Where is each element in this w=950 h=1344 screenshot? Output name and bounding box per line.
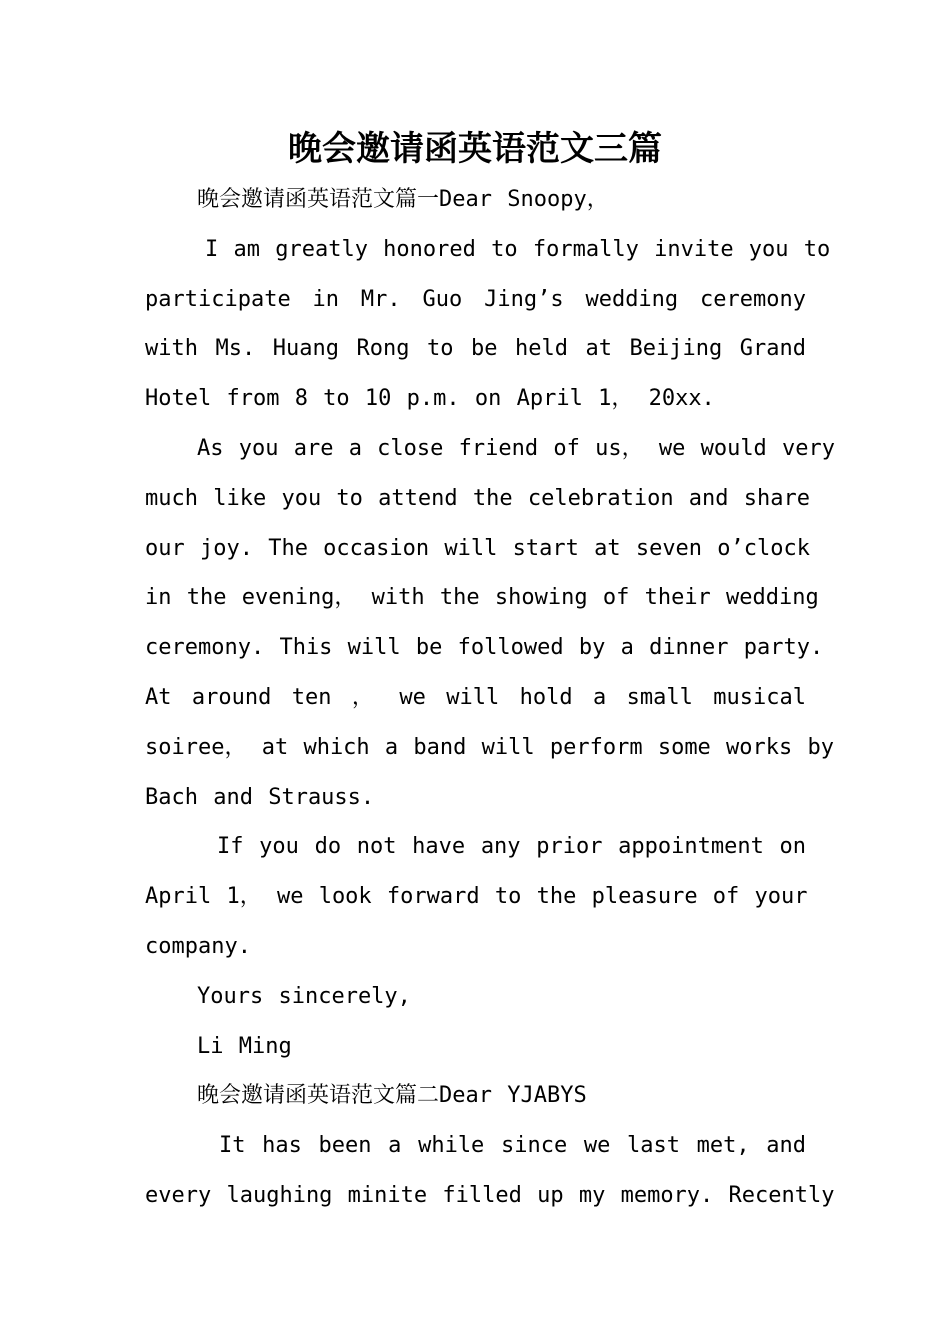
section-2-salutation: Dear YJABYS — [439, 1083, 587, 1109]
page-title: 晚会邀请函英语范文三篇 — [288, 129, 662, 169]
text-line: At around ten ， we will hold a small musical — [145, 684, 806, 710]
text-line: I am greatly honored to formally invite you to — [205, 236, 831, 262]
document-body — [145, 175, 836, 1221]
text-line: our joy. The occasion will start at seven o’clock — [145, 535, 811, 561]
text-line: If you do not have any prior appointment on — [217, 834, 806, 860]
text-line: with Ms. Huang Rong to be held at Beijing Grand — [145, 336, 806, 362]
text-line: As you are a close friend of us， we would very — [197, 435, 836, 461]
text-line: every laughing minite filled up my memory. Recently — [145, 1182, 835, 1208]
text-line: Hotel from 8 to 10 p.m. on April 1， 20xx. — [145, 386, 715, 412]
section-1-paragraph-2 — [145, 424, 836, 822]
text-line: in the evening， with the showing of their wedding — [145, 585, 819, 611]
text-line: much like you to attend the celebration and share — [145, 485, 811, 511]
closing: Yours sincerely, — [197, 983, 411, 1009]
text-line: participate in Mr. Guo Jing’s wedding ceremony — [145, 286, 806, 312]
text-line: Bach and Strauss. — [145, 784, 375, 810]
section-2-paragraph-1 — [145, 1121, 835, 1221]
signature: Li Ming — [197, 1033, 292, 1059]
text-line: soiree， at which a band will perform some works by — [145, 734, 835, 760]
section-1-salutation: Dear Snoopy， — [439, 187, 609, 212]
section-1-paragraph-3 — [145, 822, 806, 971]
section-1-heading — [145, 175, 806, 225]
text-line: company. — [145, 933, 251, 959]
text-line: ceremony. This will be followed by a dinner party. — [145, 635, 824, 661]
section-1-heading-cn: 晚会邀请函英语范文篇一 — [197, 187, 440, 212]
text-line: It has been a while since we last met, and — [219, 1133, 806, 1159]
text-line: April 1， we look forward to the pleasure of your — [145, 884, 808, 910]
section-1-paragraph-1 — [145, 225, 831, 424]
section-2-heading-cn: 晚会邀请函英语范文篇二 — [197, 1083, 440, 1109]
section-2-heading — [145, 1071, 806, 1121]
